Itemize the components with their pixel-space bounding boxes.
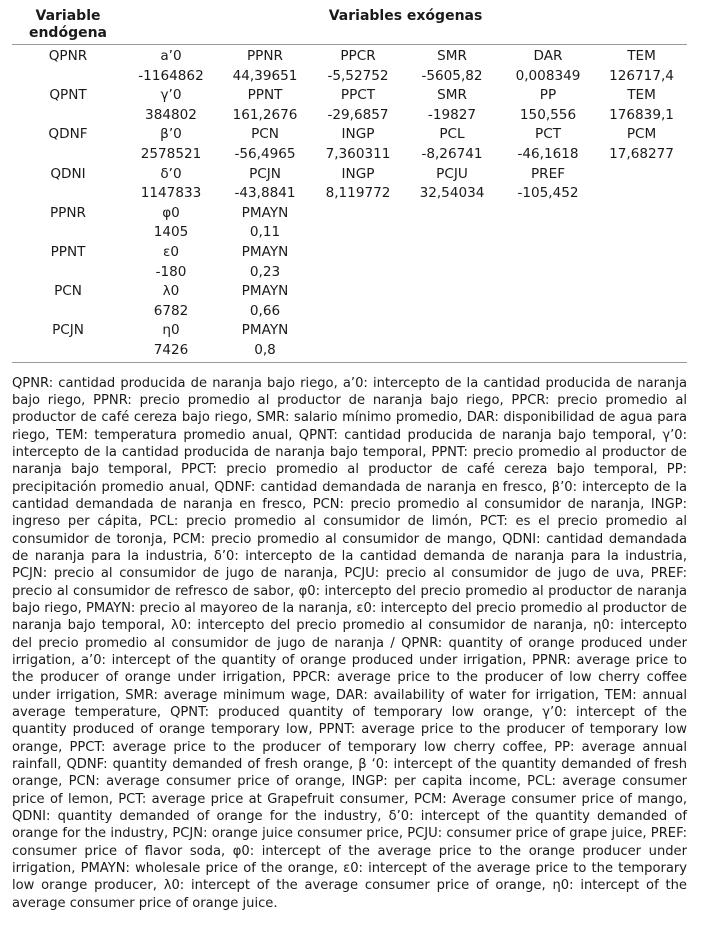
- coefficient-value: [596, 341, 687, 362]
- coefficient-value: [500, 263, 596, 283]
- exogenous-variable-label: PCT: [535, 126, 561, 143]
- coefficient-value: 126717,4: [609, 67, 674, 84]
- empty-cell: [12, 184, 124, 204]
- coefficient-value: -105,452: [517, 185, 579, 202]
- exogenous-variable-label: INGP: [341, 126, 375, 143]
- exogenous-variable-label: SMR: [437, 87, 467, 104]
- exogenous-variable-label: PPCT: [340, 87, 376, 104]
- empty-cell: [12, 223, 124, 243]
- exogenous-variable-label: PCL: [439, 126, 465, 143]
- coefficient-value: [500, 223, 596, 243]
- exogenous-variable-label: PCM: [626, 126, 657, 143]
- exogenous-variable-label: [500, 243, 596, 263]
- exogenous-variable-label: [404, 243, 500, 263]
- exogenous-variable-label: PPNR: [246, 48, 283, 64]
- coefficient-value: 2578521: [140, 145, 202, 162]
- coefficient-value: -1164862: [138, 67, 204, 84]
- exogenous-variable-label: [596, 243, 687, 263]
- empty-cell: [12, 302, 124, 322]
- coefficient-value: 0,8: [254, 341, 276, 358]
- coefficient-value: [500, 341, 596, 362]
- empty-cell: [12, 67, 124, 87]
- coefficient-value: -56,4965: [234, 145, 296, 162]
- exogenous-variable-label: [596, 204, 687, 224]
- exogenous-variable-label: TEM: [627, 48, 656, 64]
- coefficient-value: 8,119772: [325, 185, 391, 202]
- coefficient-value: -46,1618: [517, 145, 579, 162]
- table-header-row: [12, 8, 687, 45]
- exogenous-variable-label: [404, 204, 500, 224]
- coefficient-value: [596, 223, 687, 243]
- coefficient-value: [404, 341, 500, 362]
- endogenous-variable: PCJN: [52, 322, 84, 339]
- exogenous-variable-label: [312, 204, 404, 224]
- coefficient-value: [312, 302, 404, 322]
- endogenous-variable: QDNF: [48, 126, 88, 143]
- exogenous-variable-label: [404, 282, 500, 302]
- coefficient-value: 7,360311: [325, 145, 391, 162]
- table-row-values: [12, 263, 687, 283]
- table-row-labels: [12, 282, 687, 302]
- exogenous-variable-label: ε0: [163, 243, 179, 260]
- exogenous-variable-label: PCJN: [249, 165, 281, 182]
- coefficient-value: [596, 302, 687, 322]
- header-endogenous: Variable endógena: [28, 8, 108, 41]
- coefficient-value: 7426: [153, 341, 189, 358]
- table-row-labels: [12, 165, 687, 185]
- exogenous-variable-label: [596, 321, 687, 341]
- coefficient-value: -8,26741: [421, 145, 483, 162]
- exogenous-variable-label: DAR: [533, 48, 563, 64]
- coefficient-value: 32,54034: [419, 185, 485, 202]
- exogenous-variable-label: φ0: [162, 204, 180, 221]
- endogenous-variable: QPNT: [49, 87, 87, 104]
- coefficient-value: [596, 184, 687, 204]
- table-row-labels: [12, 45, 687, 67]
- exogenous-variable-label: PMAYN: [241, 283, 289, 300]
- exogenous-variable-label: [596, 282, 687, 302]
- coefficient-value: 0,23: [249, 263, 281, 280]
- table-row-values: [12, 67, 687, 87]
- coefficient-value: 150,556: [519, 106, 577, 123]
- abbreviations-note: QPNR: cantidad producida de naranja bajo riego, a’0: intercepto de la cantidad producida de naranja bajo riego, PPNR: precio promedio al productor de naranja bajo riego, PPCR: precio promedio al productor de café cereza bajo riego, SMR: salario mínimo promedio, DAR: disponibilidad de agua para riego, TEM: temperatura promedio anual, QPNT: cantidad producida de naranja bajo temporal, γ’0: intercepto de la cantidad producida de naranja bajo temporal, PPNT: precio promedio al productor de naranja bajo temporal, PPCT: precio promedio al productor de café cereza bajo temporal, PP: precipitación promedio anual, QDNF: cantidad demandada de naranja en fresco, β’0: intercepto de la cantidad demandada de naranja en fresco, PCN: precio promedio al consumidor de naranja, INGP: ingreso per cápita, PCL: precio promedio al consumidor de limón, PCT: es el precio promedio al consumidor de toronja, PCM: precio promedio al consumidor de mango, QDNI: cantidad demandada de naranja para la industria, δ’0: intercepto de la cantidad demanda de naranja para la industria, PCJN: precio al consumidor de jugo de naranja, PCJU: precio al consumidor de jugo de uva, PREF: precio al consumidor de refresco de sabor, φ0: intercepto del precio promedio al productor de naranja bajo riego, PMAYN: precio al mayoreo de la naranja, ε0: intercepto del precio promedio al productor de naranja bajo temporal, λ0: intercepto del precio promedio al consumidor de naranja, η0: intercepto del precio promedio al consumidor de jugo de naranja / QPNR: quantity of orange produced under irrigation, a’0: intercept of the quantity of orange produced under irrigation, PPNR: average price to the producer of orange under irrigation, PPCR: average price to the producer of low cherry coffee under irrigation, SMR: average minimum wage, DAR: availability of water for irrigation, TEM: annual average temperature, QPNT: produced quantity of temporary low orange, γ’0: intercept of the quantity produced of orange temporary low, PPNT: average price to the producer of temporary low orange, PPCT: average price to the producer of temporary low cherry coffee, PP: average annual rainfall, QDNF: quantity demanded of fresh orange, β ‘0: intercept of the quantity demanded of fresh orange, PCN: average consumer price of orange, INGP: per capita income, PCL: average consumer price of lemon, PCT: average price at Grapefruit consumer, PCM: Average consumer price of mango, QDNI: quantity demanded of orange for the industry, δ’0: intercept of the quantity demanded of orange for the industry, PCJN: orange juice consumer price, PCJU: consumer price of grape juice, PREF: consumer price of flavor soda, φ0: intercept of the average price to the orange producer under irrigation, PMAYN: wholesale price of the orange, ε0: intercept of the average price to the temporary low orange producer, λ0: intercept of the average consumer price of orange, η0: intercept of the average consumer price of orange juice.: [12, 375, 687, 911]
- table-row-values: [12, 341, 687, 362]
- coefficient-value: [404, 302, 500, 322]
- coefficient-value: -180: [155, 263, 187, 280]
- exogenous-variable-label: PREF: [530, 165, 566, 182]
- table-row-values: [12, 145, 687, 165]
- table-body: [12, 45, 687, 363]
- coefficient-value: -5605,82: [421, 67, 483, 84]
- coefficient-value: -5,52752: [327, 67, 389, 84]
- coefficient-value: 0,66: [249, 302, 281, 319]
- exogenous-variable-label: δ’0: [160, 165, 182, 182]
- exogenous-variable-label: [500, 321, 596, 341]
- coefficient-value: 0,11: [249, 224, 281, 241]
- exogenous-variable-label: SMR: [437, 48, 467, 64]
- coefficient-value: 176839,1: [609, 106, 674, 123]
- coefficient-value: 161,2676: [232, 106, 298, 123]
- exogenous-variable-label: [312, 243, 404, 263]
- table-row-values: [12, 184, 687, 204]
- exogenous-variable-label: PPCR: [340, 48, 376, 64]
- empty-cell: [12, 145, 124, 165]
- endogenous-variable: QDNI: [50, 165, 86, 182]
- endogenous-variable: QPNR: [48, 48, 88, 64]
- exogenous-variable-label: [596, 165, 687, 185]
- exogenous-variable-label: PCN: [251, 126, 279, 143]
- coefficient-value: [404, 223, 500, 243]
- coefficient-value: -29,6857: [327, 106, 389, 123]
- header-exogenous: Variables exógenas: [328, 8, 483, 24]
- coefficient-value: [404, 263, 500, 283]
- table-row-labels: [12, 243, 687, 263]
- variables-table: [12, 8, 687, 363]
- coefficient-value: 17,68277: [609, 145, 674, 162]
- coefficient-value: 0,008349: [515, 67, 581, 84]
- table-row-labels: [12, 321, 687, 341]
- endogenous-variable: PPNR: [49, 204, 86, 221]
- exogenous-variable-label: PCJU: [436, 165, 468, 182]
- endogenous-variable: PPNT: [50, 243, 86, 260]
- table-row-labels: [12, 125, 687, 145]
- coefficient-value: -43,8841: [234, 185, 296, 202]
- exogenous-variable-label: a’0: [160, 48, 182, 64]
- exogenous-variable-label: η0: [162, 322, 180, 339]
- coefficient-value: [596, 263, 687, 283]
- exogenous-variable-label: [500, 204, 596, 224]
- table-row-values: [12, 302, 687, 322]
- exogenous-variable-label: PMAYN: [241, 243, 289, 260]
- coefficient-value: [312, 223, 404, 243]
- exogenous-variable-label: PP: [539, 87, 557, 104]
- endogenous-variable: PCN: [54, 283, 82, 300]
- exogenous-variable-label: INGP: [341, 165, 375, 182]
- table-row-values: [12, 223, 687, 243]
- coefficient-value: 384802: [145, 106, 197, 123]
- exogenous-variable-label: [500, 282, 596, 302]
- coefficient-value: [312, 263, 404, 283]
- exogenous-variable-label: PPNT: [247, 87, 283, 104]
- document: [12, 8, 687, 912]
- coefficient-value: [312, 341, 404, 362]
- exogenous-variable-label: [312, 282, 404, 302]
- empty-cell: [12, 341, 124, 362]
- coefficient-value: 6782: [153, 302, 189, 319]
- coefficient-value: -19827: [427, 106, 477, 123]
- table-row-values: [12, 106, 687, 126]
- exogenous-variable-label: TEM: [627, 87, 656, 104]
- exogenous-variable-label: [312, 321, 404, 341]
- coefficient-value: [500, 302, 596, 322]
- exogenous-variable-label: β’0: [160, 126, 182, 143]
- coefficient-value: 1405: [153, 224, 189, 241]
- exogenous-variable-label: [404, 321, 500, 341]
- coefficient-value: 44,39651: [232, 67, 298, 84]
- empty-cell: [12, 263, 124, 283]
- empty-cell: [12, 106, 124, 126]
- table-row-labels: [12, 204, 687, 224]
- table-row-labels: [12, 86, 687, 106]
- exogenous-variable-label: PMAYN: [241, 322, 289, 339]
- coefficient-value: 1147833: [140, 185, 202, 202]
- exogenous-variable-label: λ0: [162, 283, 180, 300]
- exogenous-variable-label: γ’0: [160, 87, 182, 104]
- exogenous-variable-label: PMAYN: [241, 204, 289, 221]
